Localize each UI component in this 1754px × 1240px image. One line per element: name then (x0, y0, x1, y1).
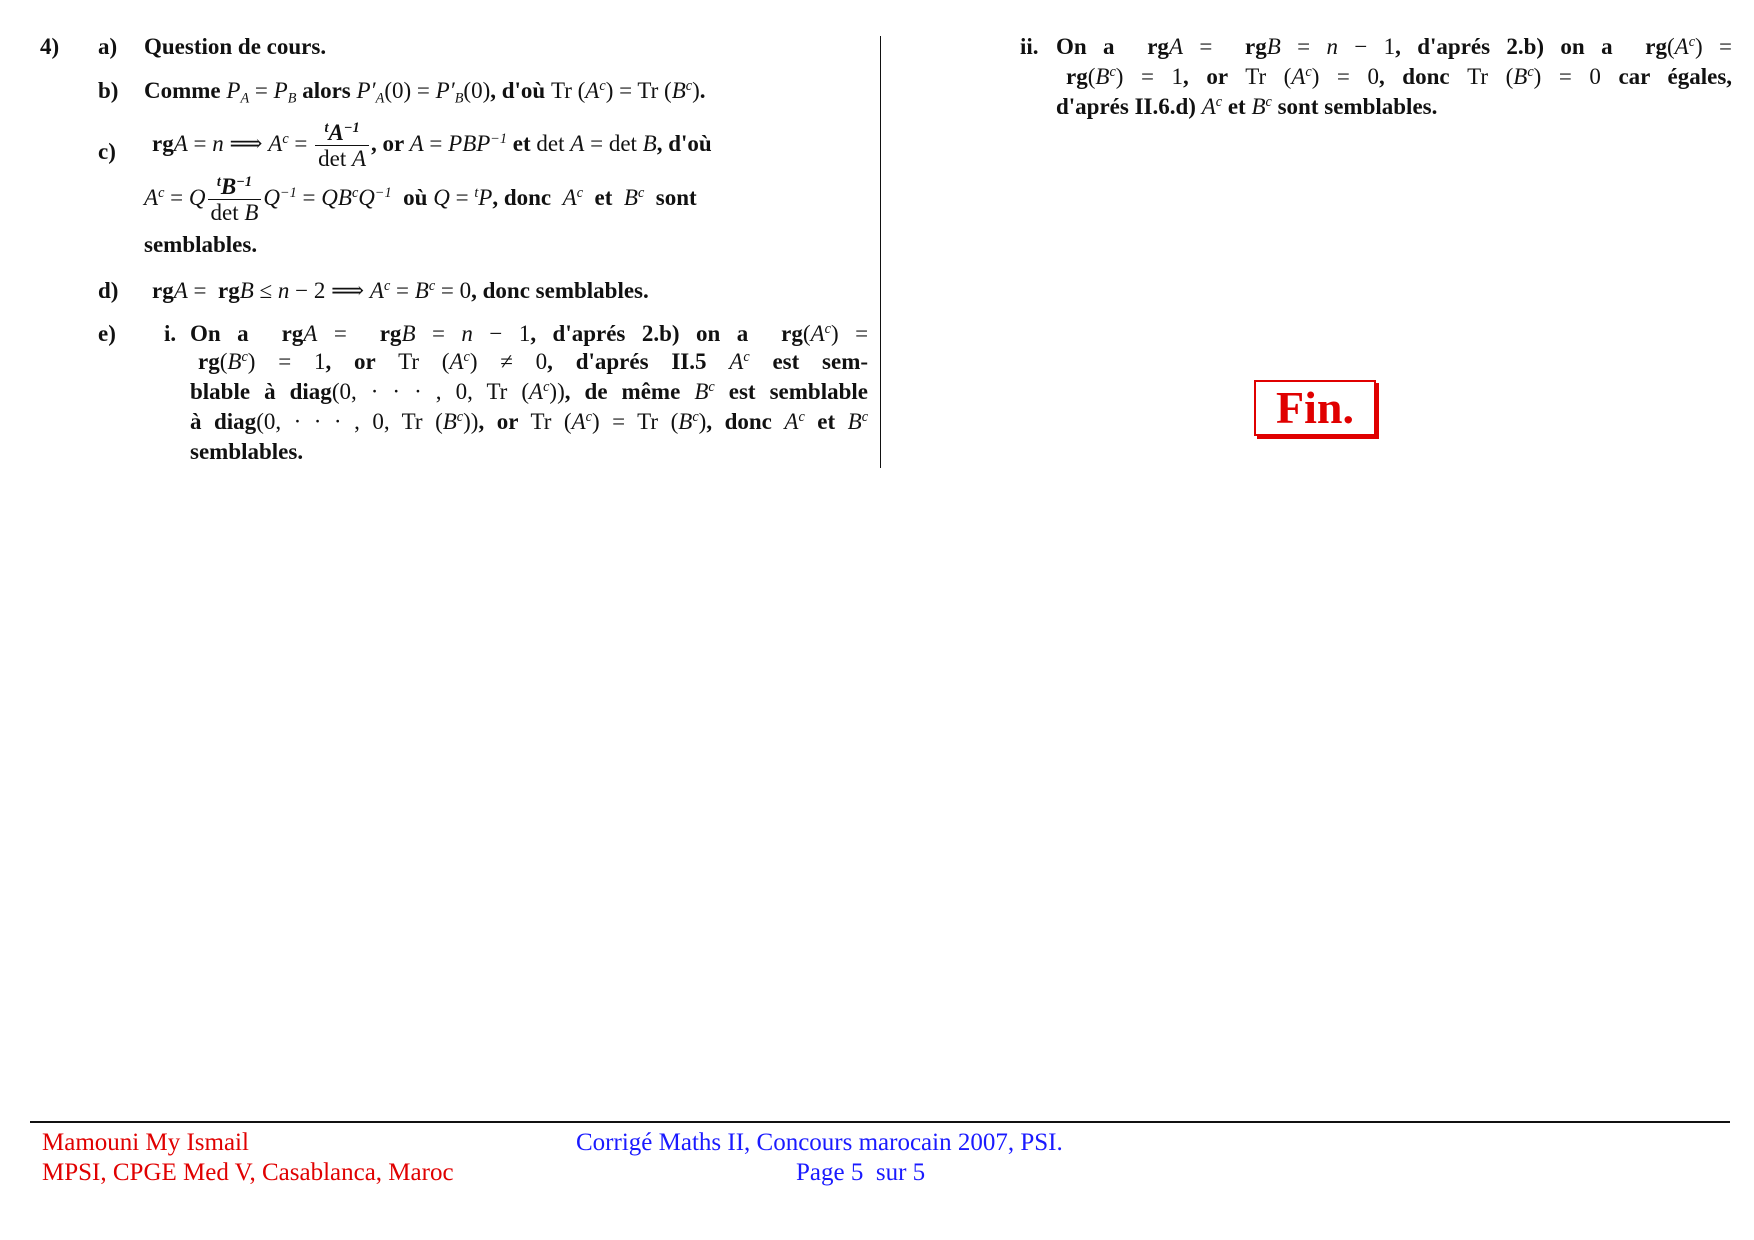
item-ei-line5: semblables. (190, 439, 304, 464)
item-b-text: Comme $P_A = P_B$ alors $P'_A(0) = P'_B(0)$, d'où Tr $(A^c) = Tr$ $(B^c)$. (144, 78, 706, 107)
item-b-label: b) (98, 78, 119, 103)
footer-title: Corrigé Maths II, Concours marocain 2007, PSI. (576, 1129, 1063, 1156)
item-c-line2: $A^c = Q$ $\frac{^tB^{-1}}{\text{det B}}$ $Q^{-1} = QB^cQ^{-1}$ où Q = $^t$P, donc $A^c$ et $B^c$ sont (144, 174, 697, 226)
footer-page: Page 5 sur 5 (796, 1159, 926, 1186)
footer-rule (30, 1121, 1730, 1123)
item-ei-line1: On a rgA = rgB = n − 1, d'aprés 2.b) on a $rg(A^c)$ = (190, 321, 869, 346)
item-c-line1: rgA = n ⟹ $A^c$ = $\frac{^tA^{-1}}{\text{det A}}$ , or $A = PBP^{-1}$ et det A = det B, d'où (152, 120, 712, 172)
item-eii-line2: $rg(B^c) = 1$, or Tr $(A^c) = 0$, donc Tr $(B^c) = 0$ car égales, (1066, 64, 1733, 89)
item-eii-line1: On a rgA = rgB = n − 1, d'aprés 2.b) on a $rg(A^c)$ = (1056, 34, 1733, 59)
item-e-label: e) (98, 321, 116, 346)
item-c-line3: semblables. (144, 232, 258, 257)
item-a-label: a) (98, 34, 118, 59)
question-number: 4) (40, 34, 60, 59)
item-ei-line3: blable à diag(0, · · · , 0, Tr $(A^c)$), de même $B^c$ est semblable (190, 379, 868, 404)
item-eii-label: ii. (1020, 34, 1039, 59)
footer-author: Mamouni My Ismail (42, 1129, 249, 1156)
item-a-text: Question de cours. (144, 34, 327, 59)
item-ei-line2: $rg(B^c) = 1$, or Tr $(A^c) \ne 0$, d'aprés II.5 $A^c$ est sem- (198, 349, 869, 374)
item-d-label: d) (98, 278, 119, 303)
column-divider (880, 36, 881, 468)
item-d-text: rgA = rgB ≤ n − 2 ⟹ $A^c = B^c = 0$, donc semblables. (152, 278, 649, 303)
footer-school: MPSI, CPGE Med V, Casablanca, Maroc (42, 1159, 454, 1186)
item-c-label: c) (98, 139, 116, 164)
item-ei-label: i. (164, 321, 177, 346)
item-eii-line3: d'aprés II.6.d) $A^c$ et $B^c$ sont semblables. (1056, 94, 1438, 119)
fin-stamp: Fin. (1254, 380, 1376, 436)
item-ei-line4: à diag(0, · · · , 0, Tr $(B^c)$), or Tr $(A^c) = Tr$ $(B^c)$, donc $A^c$ et $B^c$ (190, 409, 869, 434)
